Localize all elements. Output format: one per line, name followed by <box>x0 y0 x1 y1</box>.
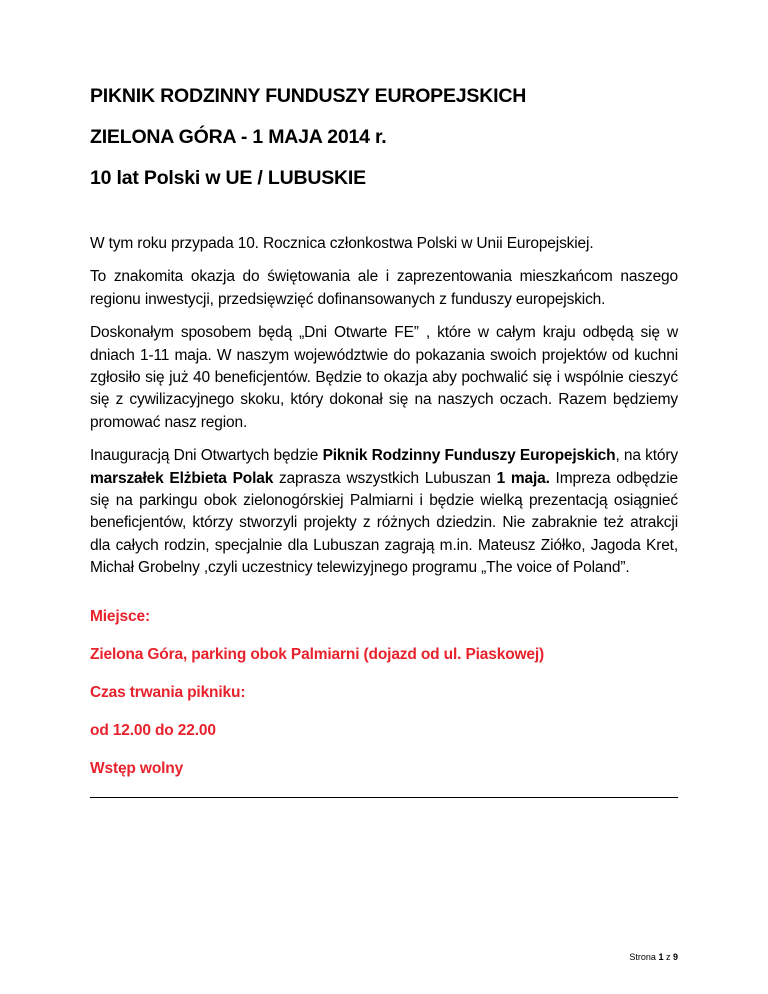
place-value: Zielona Góra, parking obok Palmiarni (dojazd od ul. Piaskowej) <box>90 645 545 663</box>
inauguration-text-2: , na który <box>615 447 678 465</box>
current-page-number: 1 <box>658 952 664 962</box>
marshal-name: marszałek Elżbieta Polak <box>90 469 274 487</box>
event-date: 1 maja. <box>496 469 550 487</box>
admission-note: Wstęp wolny <box>90 759 184 777</box>
total-page-count: 9 <box>672 952 678 962</box>
picnic-name: Piknik Rodzinny Funduszy Europejskich <box>322 447 616 465</box>
horizontal-divider <box>90 797 678 798</box>
paragraph-anniversary: W tym roku przypada 10. Rocznica członkostwa Polski w Unii Europejskiej. <box>90 235 594 252</box>
paragraph-open-days: Doskonałym sposobem będą „Dni Otwarte FE” , które w całym kraju odbędą się w dniach 1-11 maja. W naszym województwie do pokazania swoich projektów od kuchni zgłosiło się już 40 beneficjentów. Będzie to okazja aby pochwalić się i wspólnie cieszyć się z cywilizacyjnego skoku, który dokonał się na naszych oczach. Razem będziemy promować nasz region. <box>90 324 678 431</box>
paragraph-occasion: To znakomita okazja do świętowania ale i zaprezentowania mieszkańcom naszego regionu inwestycji, przedsięwzięć dofinansowanych z funduszy europejskich. <box>90 268 678 308</box>
page-number-prefix: Strona <box>629 952 659 962</box>
page-footer <box>629 952 678 962</box>
title-heading: PIKNIK RODZINNY FUNDUSZY EUROPEJSKICH <box>90 85 527 107</box>
inauguration-text-3: zaprasza wszystkich Lubuszan <box>273 469 497 487</box>
time-label: Czas trwania pikniku: <box>90 683 246 701</box>
time-value: od 12.00 do 22.00 <box>90 721 216 739</box>
page-number-separator: z <box>663 952 673 962</box>
inauguration-text-4: Impreza odbędzie się na parkingu obok zielonogórskiej Palmiarni i będzie wielką prezentacją osiągnieć beneficjentów, którzy stworzyli projekty z różnych dziedzin. Nie zabraknie też atrakcji dla całych rodzin, specjalnie dla Lubuszan zagrają m.in. Mateusz Ziółko, Jagoda Kret, Michał Grobelny ,czyli uczestnicy telewizyjnego programu „The voice of Poland”. <box>90 469 678 577</box>
inauguration-text-1: Inauguracją Dni Otwartych będzie <box>90 447 323 465</box>
body-text <box>90 233 678 580</box>
subtitle-heading: 10 lat Polski w UE / LUBUSKIE <box>90 167 366 189</box>
place-label: Miejsce: <box>90 607 150 625</box>
paragraph-inauguration <box>90 445 678 579</box>
document-content <box>90 84 678 780</box>
date-heading: ZIELONA GÓRA - 1 MAJA 2014 r. <box>90 126 387 148</box>
